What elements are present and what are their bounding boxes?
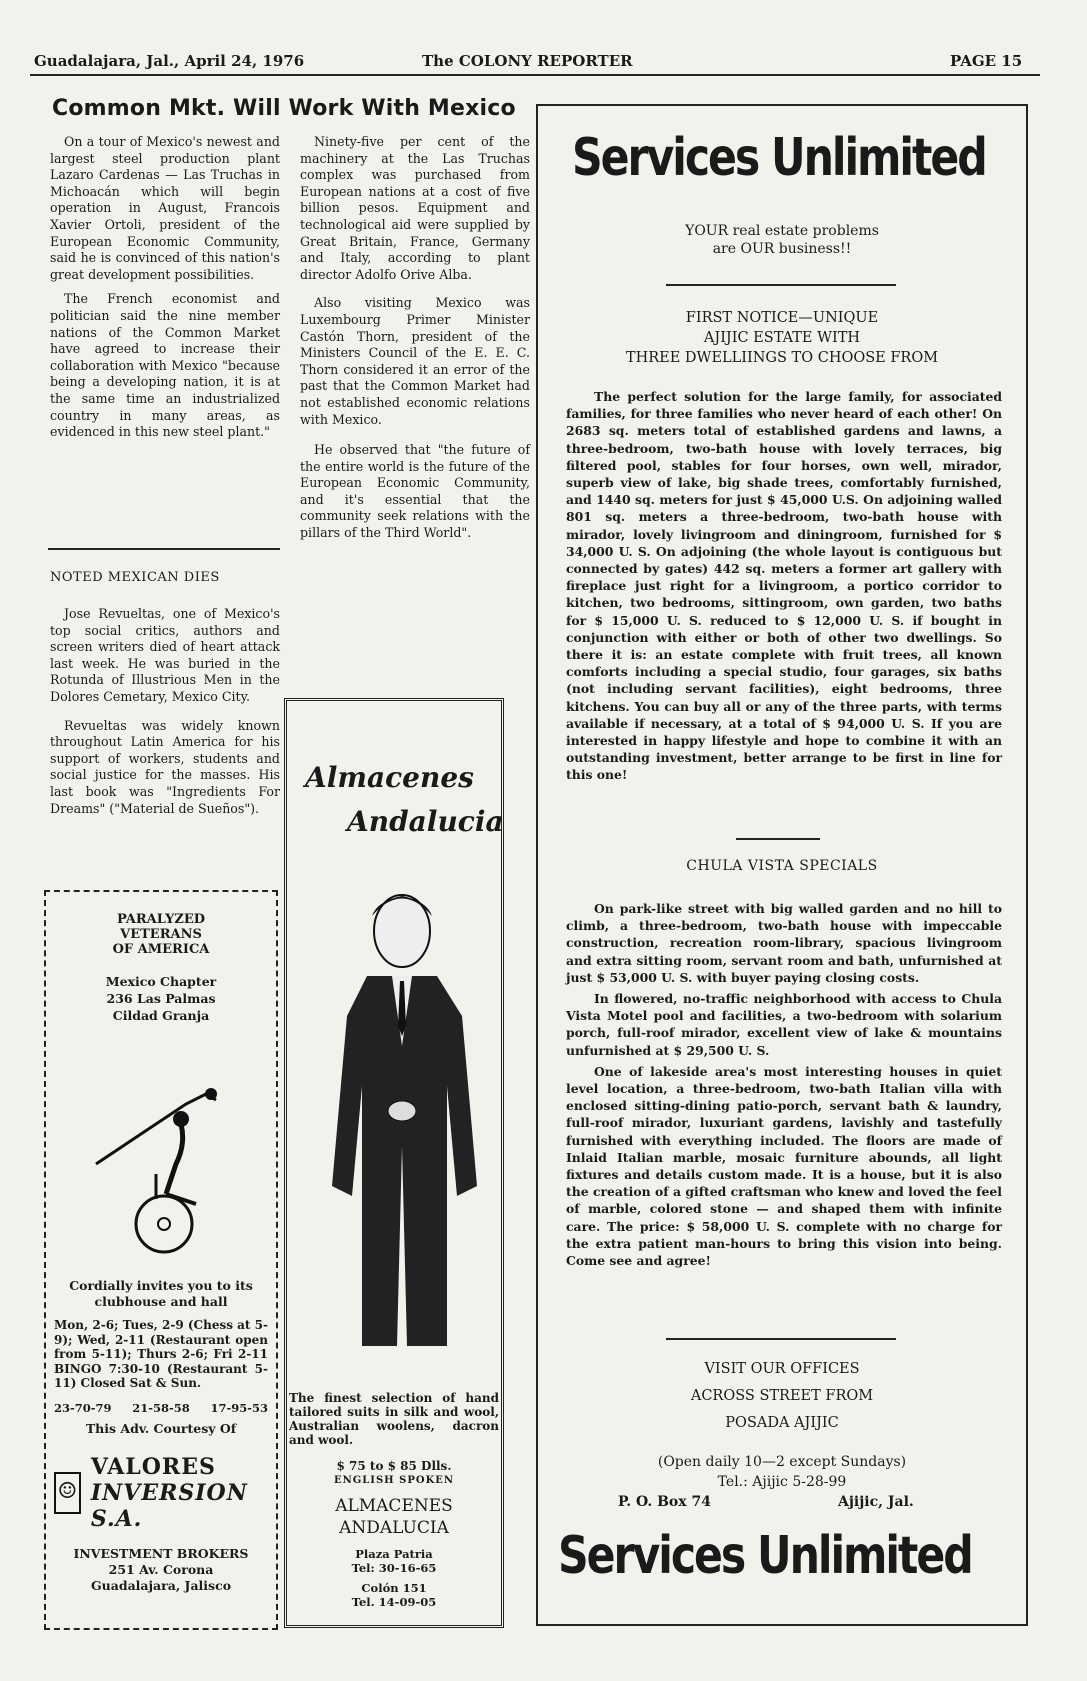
valores-line: INVESTMENT BROKERS [73,1545,249,1561]
almacenes-description: The finest selection of hand tailored suits in silk and wool, Australian woolens, dacron and wool. [289,1391,499,1447]
pva-title-line: VETERANS [120,927,202,942]
article-paragraph: He observed that "the future of the entire world is the future of the European Economic Community, and it's essential that the community seek relations with the pillars of the Third World". [300,442,530,541]
pva-phone: 17-95-53 [210,1400,268,1415]
pva-title [46,912,276,957]
article-column-2 [300,134,530,550]
services-tagline-line: YOUR real estate problems [685,223,879,239]
pva-invite: Cordially invites you to its clubhouse and hall [69,1278,253,1309]
visit-offices [538,1356,1026,1437]
obituary-body [50,606,280,825]
pva-phones [46,1401,276,1415]
po-box: P. O. Box 74 [618,1494,711,1510]
office-phone: Tel.: Ajijic 5-28-99 [717,1474,847,1490]
almacenes-name-line: ALMACENES [335,1496,453,1516]
services-tagline-line: are OUR business!! [712,241,852,257]
article-headline: Common Mkt. Will Work With Mexico [52,96,516,121]
pva-hours: Mon, 2-6; Tues, 2-9 (Chess at 5-9); Wed, 2-11 (Restaurant open from 5-11); Thurs 2-6; Fri 2-11 BINGO 7:30-10 (Restaurant 5-11) Closed Sat & Sun. [54,1318,268,1390]
visit-line: POSADA AJIJIC [725,1415,839,1431]
almacenes-location-line: Colón 151 [361,1581,427,1595]
pva-advertisement [44,890,278,1630]
header-page-number: PAGE 15 [950,52,1023,70]
chula-vista-heading: CHULA VISTA SPECIALS [686,858,878,874]
valores-line: Guadalajara, Jalisco [90,1577,232,1593]
header-rule [30,74,1040,76]
pva-chapter-line: 236 Las Palmas [106,991,216,1006]
pva-chapter-line: Cildad Granja [112,1008,210,1023]
notice-line: AJIJIC ESTATE WITH [703,330,861,346]
services-title-bottom: Services Unlimited [558,1526,972,1586]
estate-description [566,388,1002,788]
wheelchair-illustration [86,1064,236,1264]
pva-title-line: PARALYZED [116,912,206,927]
valores-logo [46,1454,276,1532]
pva-chapter [46,973,276,1024]
services-divider [736,838,820,840]
column-divider [48,548,280,550]
almacenes-script-title: Almacenes [305,761,474,794]
visit-line: VISIT OUR OFFICES [704,1361,860,1377]
first-notice-heading [538,308,1026,368]
valores-address [46,1546,276,1594]
article-paragraph: Also visiting Mexico was Luxembourg Primer Minister Castón Thorn, president of the Ministers Council of the E. E. C. Thorn considered it an error of the past that the Common Market had not established economic relations with Mexico. [300,295,530,427]
almacenes-name-line: ANDALUCIA [339,1518,449,1538]
notice-line: THREE DWELLIINGS TO CHOOSE FROM [625,350,939,366]
services-unlimited-advertisement [536,104,1028,1626]
valores-logo-text: INVERSION S.A. [90,1479,248,1532]
pva-phone: 21-58-58 [132,1400,190,1415]
notice-line: FIRST NOTICE—UNIQUE [685,310,879,326]
article-paragraph: On a tour of Mexico's newest and largest steel production plant Lazaro Cardenas — Las Truchas in Michoacán which will begin operation in August, Francois Xavier Ortoli, president of the European Economic Community, said he is convinced of this nation's great development possibilities. [50,134,280,282]
office-town: Ajijic, Jal. [838,1494,914,1510]
article-paragraph: The French economist and politician said the nine member nations of the Common Market have agreed to increase their collaboration with Mexico "because being a developing nation, it is at the same time an industrialized country in many areas, as evidenced in this new steel plant." [50,291,280,440]
chula-vista-listings [566,900,1002,1273]
almacenes-english-spoken: ENGLISH SPOKEN [333,1475,455,1486]
obituary-heading: NOTED MEXICAN DIES [50,570,220,585]
almacenes-location-line: Tel: 30-16-65 [351,1561,437,1575]
office-hours [538,1452,1026,1492]
almacenes-location-line: Tel. 14-09-05 [351,1595,437,1609]
almacenes-name [287,1495,501,1539]
header-date: Guadalajara, Jal., April 24, 1976 [34,52,305,70]
almacenes-location-line: Plaza Patria [355,1547,433,1561]
services-tagline [538,222,1026,258]
pva-chapter-line: Mexico Chapter [105,974,217,989]
office-hours-line: (Open daily 10—2 except Sundays) [657,1454,907,1470]
obituary-paragraph: Revueltas was widely known throughout Latin America for his support of workers, students and social justice for the masses. His last book was "Ingredients For Dreams" ("Material de Sueños"). [50,717,280,816]
almacenes-advertisement [284,698,504,1628]
services-divider [666,284,896,286]
pva-courtesy: This Adv. Courtesy Of [85,1420,237,1436]
estate-paragraph: The perfect solution for the large family, for associated families, for three families who never heard of each other! On 2683 sq. meters total of established gardens and lawns, a three-bedroom, two-bath house with lovely terraces, big filtered pool, stables for four horses, own well, mirador, superb view of lake, big shade trees, comfortably furnished, and 1440 sq. meters for just $ 45,000 U.S. On adjoining walled 801 sq. meters a three-bedroom, two-bath house with mirador, lovely livingroom and diningroom, furnished for $ 34,000 U. S. On adjoining (the whole layout is contiguous but connected by gates) 442 sq. meters a former art gallery with fireplace just right for a livingroom, a portico corridor to kitchen, two bedrooms, sittingroom, own garden, two baths for $ 15,000 U. S. reduced to $ 12,000 U. S. if bought in conjunction with either or both of other two dwellings. So there it is: an estate complete with fruit trees, all known comforts including a special studio, four garages, six baths (not including servant facilities), eight bedrooms, three kitchens. You can buy all or any of the three parts, with terms available if necessary, at a total of $ 94,000 U. S. If you are interested in happy lifestyle and hope to combine it with an outstanding investment, better arrange to be first in line for this one! [566,389,1002,783]
obituary-paragraph: Jose Revueltas, one of Mexico's top social critics, authors and screen writers died of heart attack last week. He was buried in the Rotunda of Illustrious Men in the Dolores Cemetary, Mexico City. [50,606,280,704]
pva-phone: 23-70-79 [54,1400,112,1415]
pva-title-line: OF AMERICA [112,942,210,957]
valores-logo-text: VALORES [90,1453,216,1480]
visit-line: ACROSS STREET FROM [690,1388,874,1404]
almacenes-script-subtitle: Andalucia [347,805,504,838]
valores-emblem-icon: ☺ [54,1472,81,1514]
almacenes-locations [287,1547,501,1609]
article-paragraph: Ninety-five per cent of the machinery at the Las Truchas complex was purchased from European nations at a cost of five billion pesos. Equipment and technological aid were supplied by Great Britain, France, Germany and Italy, according to plant director Adolfo Orive Alba. [300,134,530,282]
valores-line: 251 Av. Corona [108,1561,214,1577]
listing-paragraph: On park-like street with big walled garden and no hill to climb, a three-bedroom, two-bath house with impeccable construction, recreation room-library, spacious livingroom and extra sitting room, servant room and bath, unfurnished at just $ 53,000 U. S. with buyer paying closing costs. [566,901,1002,985]
article-column-1 [50,134,280,449]
almacenes-price: $ 75 to $ 85 Dlls. [336,1459,452,1473]
services-title: Services Unlimited [572,128,986,188]
listing-paragraph: One of lakeside area's most interesting houses in quiet level location, a three-bedroom, two-bath Italian villa with enclosed sitting-dining patio-porch, servant bath & laundry, full-roof mirador, luxuriant gardens, lavishly and tastefully furnished with everything included. The floors are made of Inlaid Italian marble, mosaic furniture abounds, all light fixtures and details custom made. It is a house, but it is also the creation of a gifted craftsman who knew and loved the feel of marble, colored stone — and shaped them with infinite care. The price: $ 58,000 U. S. complete with no charge for the extra patient man-hours to bring this vision into being. Come see and agree! [566,1063,1002,1269]
listing-paragraph: In flowered, no-traffic neighborhood with access to Chula Vista Motel pool and facilities, a two-bedroom with solarium porch, full-roof mirador, excellent view of lake & mountains unfurnished at $ 29,500 U. S. [566,991,1002,1058]
header-paper-name: The COLONY REPORTER [422,52,633,70]
services-divider [666,1338,896,1340]
man-in-suit-illustration [307,886,482,1351]
